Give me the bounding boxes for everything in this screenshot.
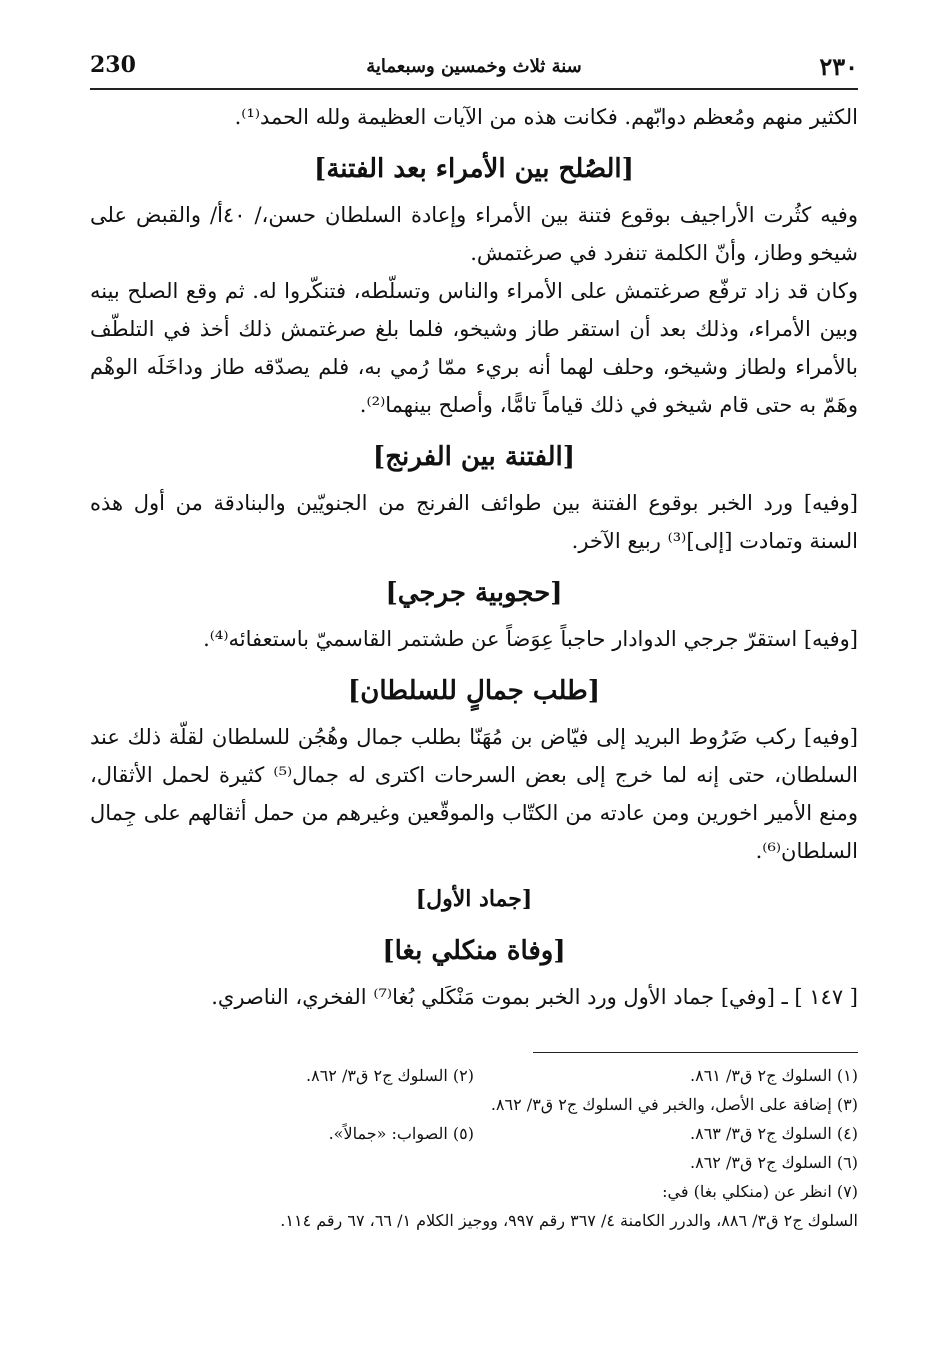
footnote: (٥) الصواب: «جمالاً». [328, 1124, 474, 1143]
section-heading: [الصُلح بين الأمراء بعد الفتنة] [314, 154, 634, 184]
paragraph: [وفيه] ركب ضَرُوط البريد إلى فيّاض بن مُهَنّا بطلب جمال وهُجُن للسلطان لقلّة ذلك عند السلطان، حتى إنه لما خرج إلى بعض السرحات اكترى له جمال⁽⁵⁾ كثيرة لحمل الأثقال، ومنع الأمير اخورين ومن عادته من الكتّاب والموقّعين وغيرهم من حمل أثقالهم على جِمال السلطان⁽⁶⁾. [90, 725, 859, 863]
section-heading: [حجوبية جرجي] [385, 578, 563, 608]
month-heading: [جماد الأول] [415, 886, 533, 912]
header-rule [90, 88, 858, 90]
section-heading: [الفتنة بين الفرنج] [372, 442, 576, 472]
section-heading: [طلب جمالٍ للسلطان] [347, 676, 601, 706]
footnote: (٦) السلوك ج٢ ق٣/ ٨٦٢. [690, 1153, 858, 1172]
running-title: سنة ثلاث وخمسين وسبعماية [366, 56, 582, 77]
paragraph: الكثير منهم ومُعظم دوابّهم. فكانت هذه من الآيات العظيمة ولله الحمد⁽¹⁾. [234, 105, 858, 129]
paragraph: وكان قد زاد ترفّع صرغتمش على الأمراء والناس وتسلّطه، فتنكّروا له. ثم وقع الصلح بينه وبين الأمراء، وذلك بعد أن استقر طاز وشيخو، فلما بلغ صرغتمش ذلك أخذ في التلطّف بالأمراء ولطاز وشيخو، وحلف لهما أنه بريء ممّا رُمي به، فلم يصدّقه طاز وداخَلَه الوهْم وهَمّ به حتى قام شيخو في ذلك قياماً تامًّا، وأصلح بينهما⁽²⁾. [90, 279, 858, 417]
footnote: السلوك ج٢ ق٣/ ٨٨٦، والدرر الكامنة ٤/ ٣٦٧ رقم ٩٩٧، ووجيز الكلام ١/ ٦٦، ٦٧ رقم ١١٤. [280, 1211, 858, 1230]
page-header [90, 48, 858, 88]
book-page [90, 48, 858, 1338]
section-heading: [وفاة منكلي بغا] [382, 936, 566, 966]
page-number-latin: 230 [90, 52, 136, 78]
footnote: (٣) إضافة على الأصل، والخبر في السلوك ج٢ ق٣/ ٨٦٢. [490, 1095, 858, 1114]
footnote-row [90, 1061, 858, 1090]
paragraph: وفيه كثُرت الأراجيف بوقوع فتنة بين الأمراء وإعادة السلطان حسن،/ ٤٠أ/ والقبض على شيخو وطاز، وأنّ الكلمة تنفرد في صرغتمش. [90, 203, 858, 265]
footnote: (٧) انظر عن (منكلي بغا) في: [662, 1182, 858, 1201]
footnote: (٤) السلوك ج٢ ق٣/ ٨٦٣. [690, 1124, 858, 1143]
footnote: (٢) السلوك ج٢ ق٣/ ٨٦٢. [306, 1066, 474, 1085]
paragraph: [وفيه] استقرّ جرجي الدوادار حاجباً عِوَضاً عن طشتمر القاسميّ باستعفائه⁽⁴⁾. [203, 627, 858, 651]
paragraph: [ ١٤٧ ] ـ [وفي] جماد الأول ورد الخبر بموت مَنْكَلي بُغا⁽⁷⁾ الفخري، الناصري. [211, 985, 858, 1009]
footnote-rule [533, 1052, 858, 1053]
page-number-arabic: ٢٣٠ [819, 52, 858, 81]
footnote-row [90, 1119, 858, 1148]
footnote: (١) السلوك ج٢ ق٣/ ٨٦١. [690, 1066, 858, 1085]
paragraph: [وفيه] ورد الخبر بوقوع الفتنة بين طوائف الفرنج من الجنويّين والبنادقة من أول هذه السنة وتمادت [إلى]⁽³⁾ ربيع الآخر. [90, 491, 858, 553]
